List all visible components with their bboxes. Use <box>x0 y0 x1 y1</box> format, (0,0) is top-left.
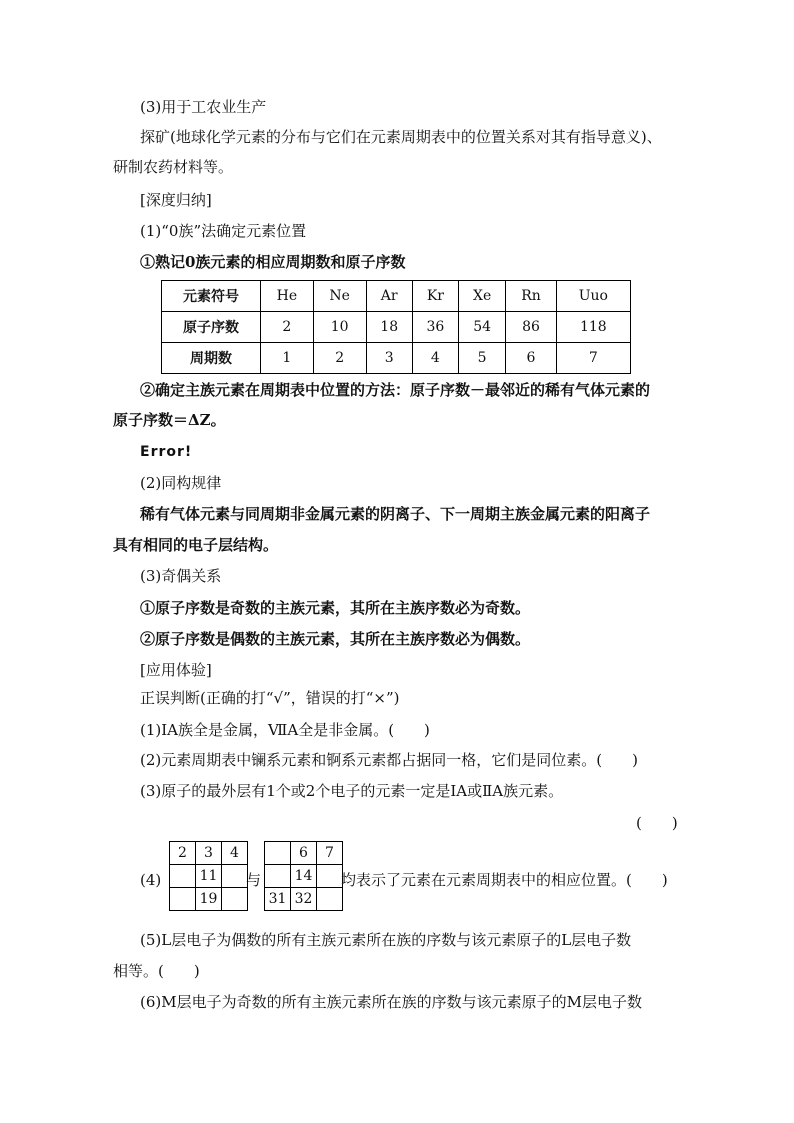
table-cell: 6 <box>506 343 556 374</box>
table-cell: 2 <box>313 343 366 374</box>
grid-cell: 2 <box>170 842 196 865</box>
grid-cell: 14 <box>291 865 317 888</box>
table-cell: 86 <box>506 312 556 343</box>
grid-row <box>170 842 248 865</box>
table-row-header: 周期数 <box>162 343 261 374</box>
grid-cell: 31 <box>265 888 291 911</box>
question-5: (5)L层电子为偶数的所有主族元素所在族的序数与该元素原子的L层电子数 <box>140 931 632 949</box>
paragraph-line: ②原子序数是偶数的主族元素，其所在主族序数必为偶数。 <box>140 630 531 648</box>
table-cell: 10 <box>313 312 366 343</box>
grid-cell <box>222 865 248 888</box>
paragraph-line: 原子序数＝ΔZ。 <box>113 411 226 429</box>
section-heading: [深度归纳] <box>140 191 212 209</box>
table-cell: 18 <box>366 312 412 343</box>
table-cell: Kr <box>412 281 458 312</box>
grid-row <box>265 842 343 865</box>
grid-cell <box>317 865 343 888</box>
grid-row <box>265 865 343 888</box>
periodic-grid-1 <box>169 841 248 911</box>
table-cell: Ne <box>313 281 366 312</box>
paragraph-line: ②确定主族元素在周期表中位置的方法：原子序数－最邻近的稀有气体元素的 <box>140 381 651 399</box>
grid-cell <box>265 865 291 888</box>
grid-cell <box>317 888 343 911</box>
grid-cell <box>170 888 196 911</box>
table-cell: Uuo <box>556 281 630 312</box>
noble-gas-table <box>161 280 631 374</box>
grid-cell: 6 <box>291 842 317 865</box>
question-3: (3)原子的最外层有1个或2个电子的元素一定是ⅠA或ⅡA族元素。 <box>140 782 564 800</box>
table-row-header: 原子序数 <box>162 312 261 343</box>
question-2: (2)元素周期表中镧系元素和锕系元素都占据同一格，它们是同位素。( ) <box>140 751 638 769</box>
question-6: (6)M层电子为奇数的所有主族元素所在族的序数与该元素原子的M层电子数 <box>140 993 642 1011</box>
grid-cell: 11 <box>196 865 222 888</box>
question-4-text: 均表示了元素在元素周期表中的相应位置。( ) <box>341 871 668 889</box>
grid-cell: 4 <box>222 842 248 865</box>
grid-cell: 3 <box>196 842 222 865</box>
table-cell: 54 <box>458 312 505 343</box>
grid-row <box>170 888 248 911</box>
table-cell: Ar <box>366 281 412 312</box>
periodic-grid-2 <box>264 841 343 911</box>
question-5-cont: 相等。( ) <box>113 962 200 980</box>
table-row-header: 元素符号 <box>162 281 261 312</box>
paragraph-line: 研制农药材料等。 <box>113 158 234 176</box>
question-4-label: (4) <box>140 871 162 889</box>
table-cell: 1 <box>261 343 314 374</box>
table-row <box>162 281 631 312</box>
grid-cell: 32 <box>291 888 317 911</box>
table-cell: 4 <box>412 343 458 374</box>
grid-cell: 7 <box>317 842 343 865</box>
table-cell: 5 <box>458 343 505 374</box>
table-row <box>162 343 631 374</box>
grid-row <box>265 888 343 911</box>
table-cell: 7 <box>556 343 630 374</box>
table-cell: Xe <box>458 281 505 312</box>
paragraph-line: ①原子序数是奇数的主族元素，其所在主族序数必为奇数。 <box>140 599 531 617</box>
paragraph-line: 稀有气体元素与同周期非金属元素的阴离子、下一周期主族金属元素的阳离子 <box>140 505 651 523</box>
subheading: ①熟记0族元素的相应周期数和原子序数 <box>140 253 406 271</box>
table-cell: 118 <box>556 312 630 343</box>
table-cell: 3 <box>366 343 412 374</box>
grid-cell <box>170 865 196 888</box>
paragraph-line: (3)用于工农业生产 <box>140 98 267 116</box>
table-cell: He <box>261 281 314 312</box>
grid-cell: 19 <box>196 888 222 911</box>
subheading: (2)同构规律 <box>140 474 222 492</box>
error-text: Error! <box>140 444 193 460</box>
subheading: (3)奇偶关系 <box>140 567 222 585</box>
subheading: (1)“0族”法确定元素位置 <box>140 222 307 240</box>
paragraph-line: 正误判断(正确的打“√”，错误的打“×”) <box>140 689 400 707</box>
question-4-connector: 与 <box>246 871 262 889</box>
grid-cell <box>265 842 291 865</box>
table-cell: 2 <box>261 312 314 343</box>
grid-row <box>170 865 248 888</box>
paragraph-line: 探矿(地球化学元素的分布与它们在元素周期表中的位置关系对其有指导意义)、 <box>140 128 662 146</box>
table-cell: Rn <box>506 281 556 312</box>
paragraph-line: 具有相同的电子层结构。 <box>113 536 279 554</box>
table-row <box>162 312 631 343</box>
question-1: (1)ⅠA族全是金属，ⅦA全是非金属。( ) <box>140 721 430 739</box>
table-cell: 36 <box>412 312 458 343</box>
answer-paren: ( ) <box>636 814 678 832</box>
section-heading: [应用体验] <box>140 661 212 679</box>
grid-cell <box>222 888 248 911</box>
